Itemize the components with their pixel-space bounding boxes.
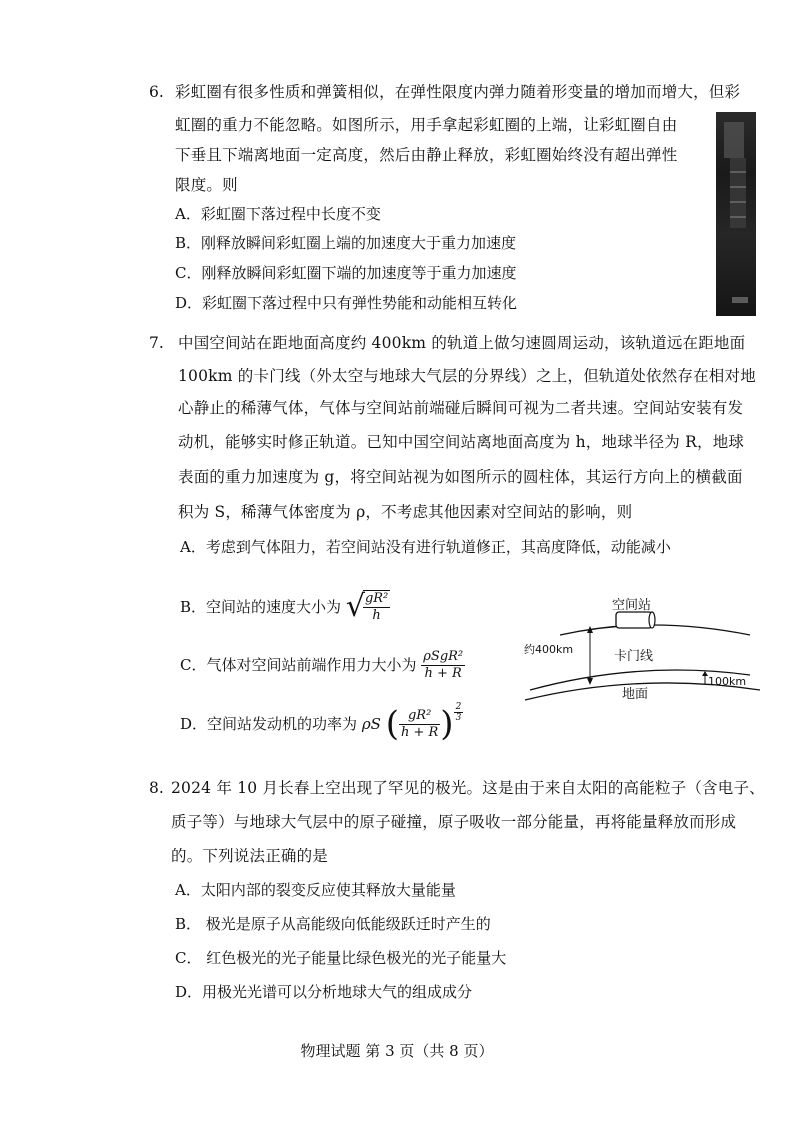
option-c-denominator: h + R — [424, 665, 462, 681]
option-b-text: B．空间站的速度大小为 — [180, 598, 342, 616]
question-8-option-a: A．太阳内部的裂变反应使其释放大量能量 — [175, 881, 456, 899]
station-cylinder — [616, 612, 652, 628]
spring-illustration — [716, 112, 756, 316]
exponent-denominator: 3 — [455, 713, 462, 723]
question-7-line-5: 表面的重力加速度为 g，将空间站视为如图所示的圆柱体，其运行方向上的横截面 — [178, 468, 743, 486]
question-8-line-1: 2024 年 10 月长春上空出现了罕见的极光。这是由于来自太阳的高能粒子（含电子、 — [171, 779, 765, 797]
question-8-option-b: B． 极光是原子从高能级向低能级跃迁时产生的 — [175, 915, 491, 933]
question-7-option-a: A．考虑到气体阻力，若空间站没有进行轨道修正，其高度降低，动能减小 — [180, 538, 671, 556]
question-8-line-2: 质子等）与地球大气层中的原子碰撞，原子吸收一部分能量，再将能量释放而形成 — [171, 813, 737, 831]
question-8-option-c: C． 红色极光的光子能量比绿色极光的光子能量大 — [175, 949, 507, 967]
karman-height-label: 100km — [708, 675, 747, 688]
question-7-line-3: 心静止的稀薄气体，气体与空间站前端碰后瞬间可视为二者共速。空间站安装有发 — [178, 399, 744, 417]
question-7-line-4: 动机，能够实时修正轨道。已知中国空间站离地面高度为 h，地球半径为 R，地球 — [178, 433, 745, 451]
question-6-option-b: B．刚释放瞬间彩虹圈上端的加速度大于重力加速度 — [175, 234, 517, 252]
page-footer: 物理试题 第 3 页（共 8 页） — [300, 1042, 494, 1060]
exponent-numerator: 2 — [455, 702, 462, 712]
option-d-text: D．空间站发动机的功率为 — [180, 715, 358, 733]
question-6-line-2: 虹圈的重力不能忽略。如图所示，用手拿起彩虹圈的上端，让彩虹圈自由 — [175, 116, 678, 134]
question-7-line-2: 100km 的卡门线（外太空与地球大气层的分界线）之上，但轨道处依然存在相对地 — [178, 367, 756, 385]
question-7-option-d — [180, 700, 463, 747]
height-label: 约400km — [524, 643, 574, 656]
rainbow-spring-photo — [716, 112, 756, 316]
option-b-fraction — [363, 590, 390, 624]
question-6-line-1: 彩虹圈有很多性质和弹簧相似，在弹性限度内弹力随着形变量的增加而增大，但彩 — [175, 83, 741, 101]
sqrt-symbol: √ — [345, 589, 365, 624]
option-d-prefix: ρS — [361, 715, 381, 733]
station-end — [649, 612, 655, 628]
question-8-option-d: D．用极光光谱可以分析地球大气的组成成分 — [175, 983, 473, 1001]
option-d-fraction — [399, 708, 440, 741]
question-6-option-a: A．彩虹圈下落过程中长度不变 — [175, 205, 381, 223]
option-c-fraction — [421, 649, 465, 682]
option-d-numerator: gR² — [399, 708, 440, 725]
question-7-line-6: 积为 S，稀薄气体密度为 ρ，不考虑其他因素对空间站的影响，则 — [178, 503, 633, 521]
question-7-line-1: 中国空间站在距地面高度约 400km 的轨道上做匀速圆周运动，该轨道远在距地面 — [178, 334, 746, 352]
option-d-denominator: h + R — [400, 724, 439, 740]
question-6-line-4: 限度。则 — [175, 176, 238, 194]
option-d-exponent — [454, 702, 464, 723]
height-arrow-head-down — [587, 678, 593, 685]
station-label: 空间站 — [612, 598, 652, 613]
option-c-text: C．气体对空间站前端作用力大小为 — [180, 656, 417, 674]
question-6-option-c: C．刚释放瞬间彩虹圈下端的加速度等于重力加速度 — [175, 264, 517, 282]
left-paren: ( — [385, 704, 399, 744]
karman-label: 卡门线 — [614, 649, 654, 664]
question-6-option-d: D．彩虹圈下落过程中只有弹性势能和动能相互转化 — [175, 294, 518, 312]
option-c-numerator: ρSgR² — [423, 648, 464, 664]
option-b-numerator: gR² — [364, 591, 389, 606]
question-8-line-3: 的。下列说法正确的是 — [171, 847, 329, 865]
question-8-number: 8. — [149, 779, 164, 797]
right-paren: ) — [440, 704, 454, 744]
question-7-option-b — [180, 586, 390, 627]
question-7-number: 7. — [149, 334, 164, 352]
ground-label: 地面 — [622, 687, 649, 702]
question-6-line-3: 下垂且下端离地面一定高度，然后由静止释放，彩虹圈始终没有超出弹性 — [175, 146, 678, 164]
option-b-denominator: h — [372, 608, 381, 623]
question-6-number: 6. — [149, 83, 164, 101]
question-7-option-c — [180, 644, 465, 685]
